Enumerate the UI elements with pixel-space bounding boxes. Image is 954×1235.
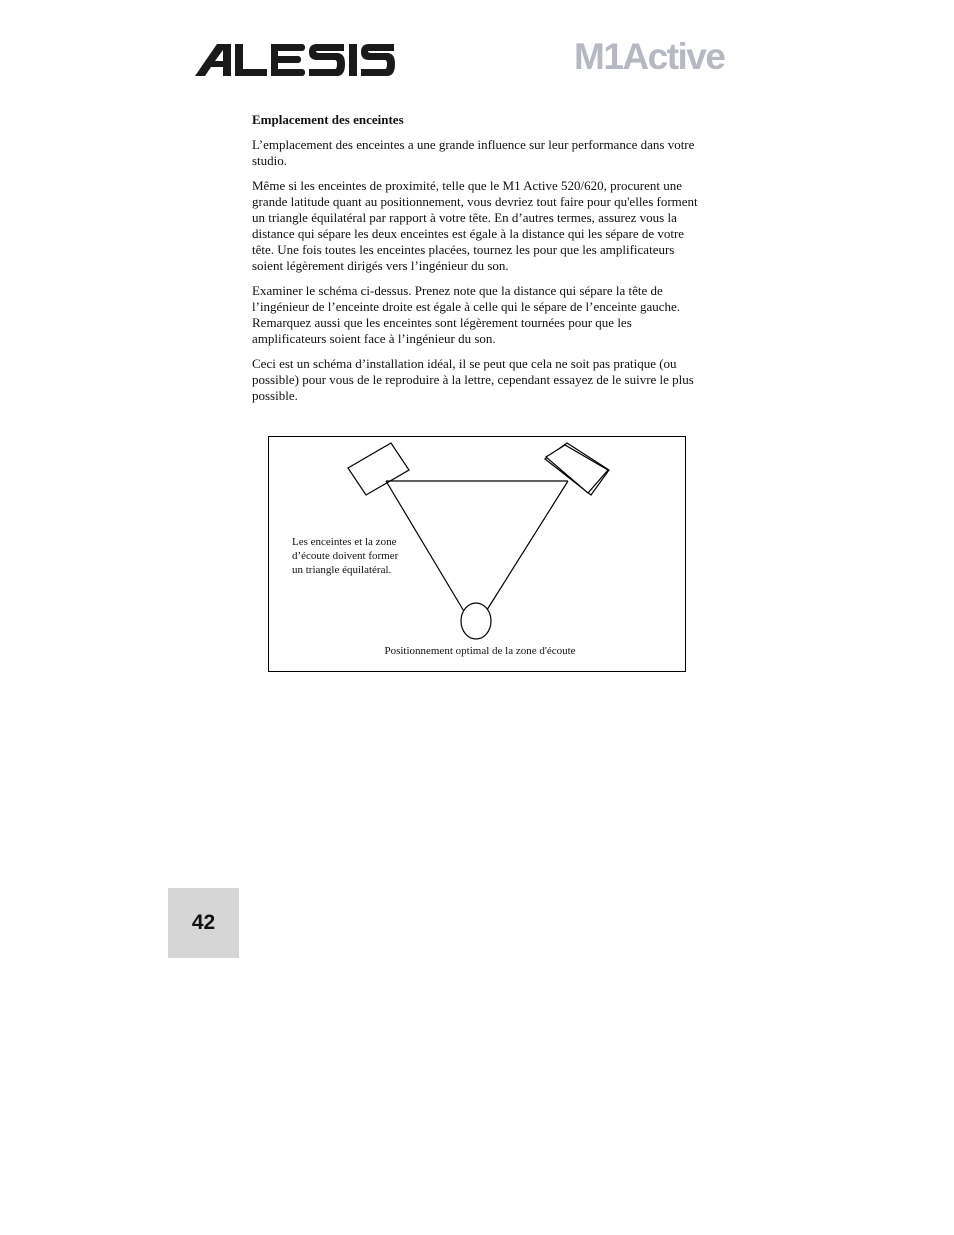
paragraph: Ceci est un schéma d’installation idéal, il se peut que cela ne soit pas pratique (ou possible) pour vous de le reproduire à la lettre, cependant essayez de le suivre le plus possible. — [252, 356, 694, 403]
diagram-note: Les enceintes et la zone d’écoute doivent former un triangle équilatéral. — [292, 536, 399, 576]
section-title: Emplacement des enceintes — [252, 112, 404, 127]
left-speaker-icon — [348, 443, 409, 495]
brand-logo — [195, 42, 395, 78]
paragraph: Examiner le schéma ci-dessus. Prenez note que la distance qui sépare la tête de l’ingénieur de l’enceinte droite est égale à celle qui le sépare de l’enceinte gauche. Remarquez aussi que les enceintes sont légèrement tournées pour que les amplificateurs soient face à l’ingénieur du son. — [252, 283, 681, 346]
alesis-logo-icon — [195, 42, 395, 78]
product-name: M1Active — [574, 36, 725, 77]
paragraph: Même si les enceintes de proximité, telle que le M1 Active 520/620, procurent une grande latitude quant au positionnement, vous devriez tout faire pour qu'elles forment un triangle équilatéral par rapport à votre tête. En d’autres termes, assurez vous la distance qui sépare les deux enceintes est égale à la distance qui les sépare de votre tête. Une fois toutes les enceintes placées, tournez les pour que les amplificateurs soient légèrement dirigés vers l’ingénieur du son. — [252, 178, 698, 273]
listener-head-icon — [461, 603, 491, 639]
page-number-box — [168, 888, 239, 958]
paragraph: L’emplacement des enceintes a une grande influence sur leur performance dans votre studio. — [252, 137, 695, 168]
triangle-right-line — [485, 481, 568, 613]
diagram-caption: Positionnement optimal de la zone d'écoute — [384, 645, 576, 657]
document-body — [252, 112, 704, 413]
page-number: 42 — [191, 911, 216, 934]
speaker-placement-diagram — [268, 436, 686, 672]
